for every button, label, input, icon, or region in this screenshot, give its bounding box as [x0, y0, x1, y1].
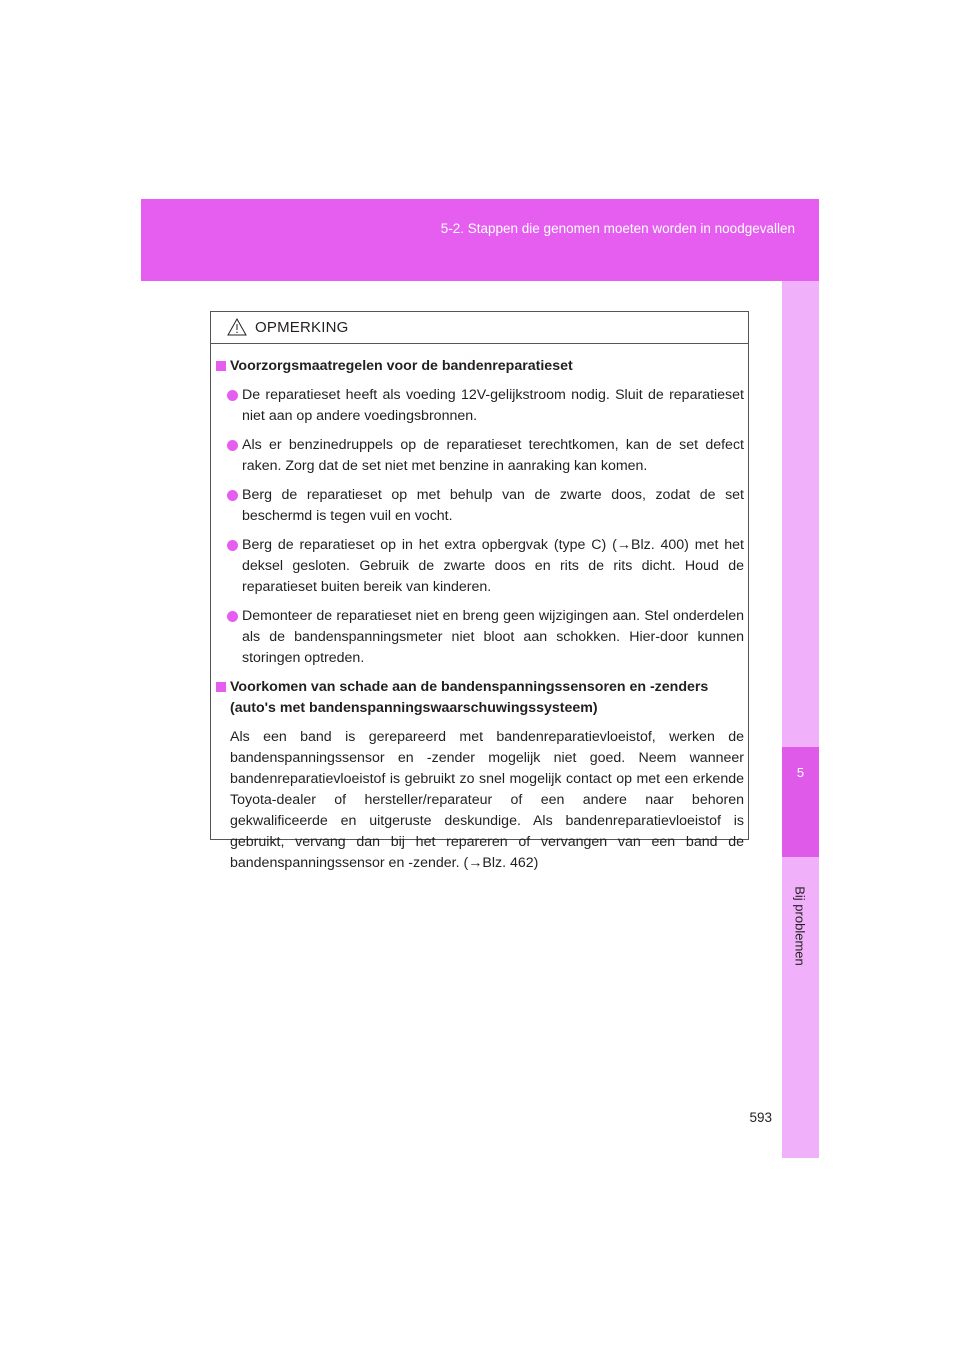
list-item-text: Berg de reparatieset op met behulp van de zwarte doos, zodat de set beschermd is tegen vuil en vocht. [242, 487, 744, 524]
notice-box [210, 311, 749, 871]
section-heading [216, 677, 744, 719]
page-number: 593 [749, 1110, 772, 1125]
chapter-label: Bij problemen [792, 886, 808, 966]
section-heading-text: Voorkomen van schade aan de bandenspanningssensoren en -zenders (auto's met bandenspanningswaarschuwingssysteem) [230, 679, 709, 716]
list-item-text: Demonteer de reparatieset niet en breng geen wijzigingen aan. Stel onderdelen als de bandenspanningsmeter niet bloot aan schokken. Hier-door kunnen storingen optreden. [242, 608, 744, 666]
list-item [216, 606, 744, 669]
section-title: 5-2. Stappen die genomen moeten worden in noodgevallen [440, 221, 795, 236]
list-item-text: De reparatieset heeft als voeding 12V-gelijkstroom nodig. Sluit de reparatieset niet aan op andere voedingsbronnen. [242, 387, 744, 424]
round-bullet-icon [227, 440, 238, 451]
section-paragraph: Als een band is gerepareerd met bandenreparatievloeistof, werken de bandenspanningssensor en -zender mogelijk niet goed. Neem wanneer bandenreparatievloeistof is gebruikt zo snel mogelijk contact op met een erkende Toyota-dealer of hersteller/reparateur of een andere naar behoren gekwalificeerde en uitgeruste deskundige. Als bandenreparatievloeistof is gebruikt, vervang dan bij het repareren of vervangen van een band de bandenspanningssensor en -zender. (→Blz. 462) [230, 729, 744, 871]
chapter-side-tab[interactable] [782, 281, 819, 1158]
list-item [216, 485, 744, 527]
round-bullet-icon [227, 490, 238, 501]
list-item-text: Als er benzinedruppels op de reparatieset terechtkomen, kan de set defect raken. Zorg dat de set niet met benzine in aanraking kan komen. [242, 437, 744, 474]
chapter-tab-active [782, 747, 819, 857]
list-item-text: Berg de reparatieset op in het extra opbergvak (type C) (→Blz. 400) met het deksel gesloten. Gebruik de zwarte doos en rits de rits dicht. Houd de reparatieset buiten bereik van kinderen. [242, 537, 744, 595]
header-band [141, 199, 819, 281]
round-bullet-icon [227, 611, 238, 622]
square-bullet-icon [216, 682, 226, 692]
list-item [216, 535, 744, 598]
list-item [216, 435, 744, 477]
section-heading [216, 356, 744, 377]
notice-body [216, 356, 744, 874]
notice-title: OPMERKING [255, 319, 349, 336]
chapter-number: 5 [796, 765, 805, 780]
round-bullet-icon [227, 540, 238, 551]
square-bullet-icon [216, 361, 226, 371]
notice-header [211, 312, 748, 344]
section-heading-text: Voorzorgsmaatregelen voor de bandenreparatieset [230, 358, 573, 374]
list-item [216, 385, 744, 427]
warning-triangle-icon [227, 318, 247, 336]
round-bullet-icon [227, 390, 238, 401]
